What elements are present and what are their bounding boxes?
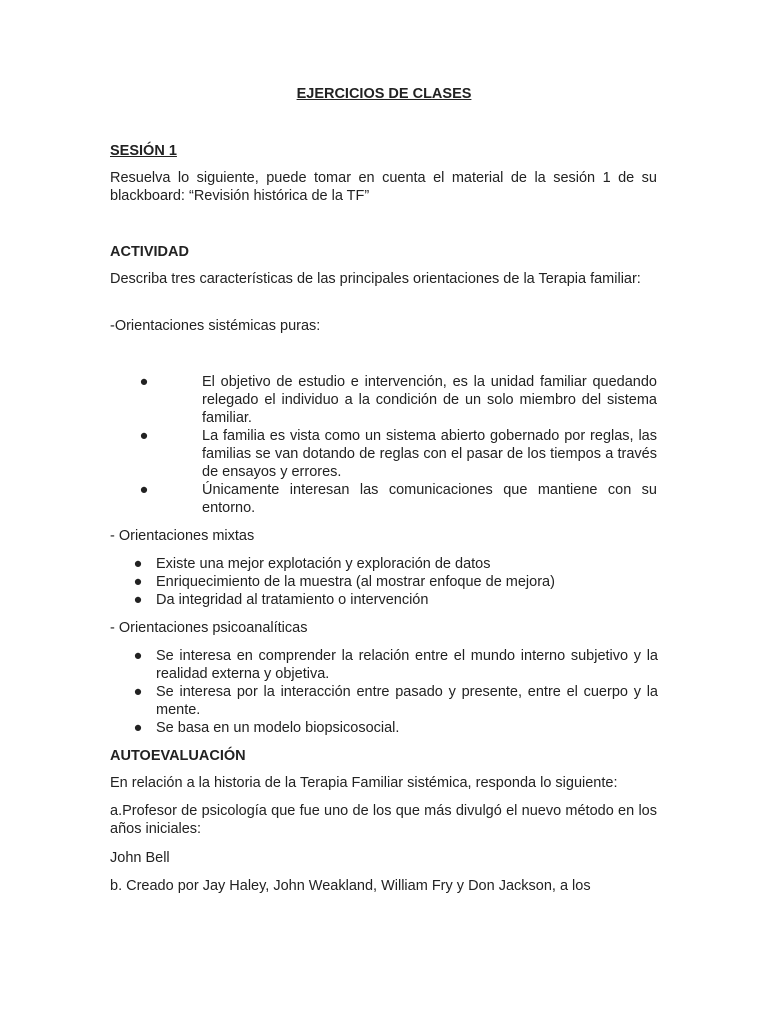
list-item: Se basa en un modelo biopsicosocial. [156, 720, 400, 736]
bullet-icon: ● [139, 428, 149, 444]
section-label-mixtas: - Orientaciones mixtas [110, 528, 255, 544]
list-item: Se interesa en comprender la relación entre el mundo interno subjetivo y la realidad externa y objetiva. [156, 648, 658, 682]
document-title: EJERCICIOS DE CLASES [296, 86, 472, 102]
answer-a: John Bell [110, 850, 170, 866]
bullet-icon: ● [139, 374, 149, 390]
bullet-icon: ● [139, 482, 149, 498]
activity-heading: ACTIVIDAD [110, 244, 189, 260]
question-a: a.Profesor de psicología que fue uno de los que más divulgó el nuevo método en los años iniciales: [110, 803, 657, 837]
bullet-icon: ● [133, 648, 143, 664]
list-item: Se interesa por la interacción entre pasado y presente, entre el cuerpo y la mente. [156, 684, 658, 718]
self-eval-heading: AUTOEVALUACIÓN [110, 748, 246, 764]
list-item: Únicamente interesan las comunicaciones que mantiene con su entorno. [202, 482, 657, 516]
session-heading: SESIÓN 1 [110, 143, 177, 159]
self-eval-prompt: En relación a la historia de la Terapia Familiar sistémica, responda lo siguiente: [110, 775, 618, 791]
list-item: Da integridad al tratamiento o intervención [156, 592, 429, 608]
bullet-icon: ● [133, 556, 143, 572]
section-label-psicoanaliticas: - Orientaciones psicoanalíticas [110, 620, 308, 636]
question-b: b. Creado por Jay Haley, John Weakland, William Fry y Don Jackson, a los [110, 878, 591, 894]
activity-prompt: Describa tres características de las principales orientaciones de la Terapia familiar: [110, 271, 641, 287]
list-item: La familia es vista como un sistema abierto gobernado por reglas, las familias se van dotando de reglas con el pasar de los tiempos a través de ensayos y errores. [202, 428, 657, 480]
list-item: Existe una mejor explotación y exploración de datos [156, 556, 491, 572]
list-item: Enriquecimiento de la muestra (al mostrar enfoque de mejora) [156, 574, 555, 590]
intro-paragraph: Resuelva lo siguiente, puede tomar en cuenta el material de la sesión 1 de su blackboard: “Revisión histórica de la TF” [110, 170, 657, 204]
bullet-icon: ● [133, 720, 143, 736]
section-label-sistemicas: -Orientaciones sistémicas puras: [110, 318, 321, 334]
bullet-icon: ● [133, 592, 143, 608]
bullet-icon: ● [133, 574, 143, 590]
bullet-icon: ● [133, 684, 143, 700]
list-item: El objetivo de estudio e intervención, es la unidad familiar quedando relegado el individuo a la condición de un solo miembro del sistema familiar. [202, 374, 657, 426]
